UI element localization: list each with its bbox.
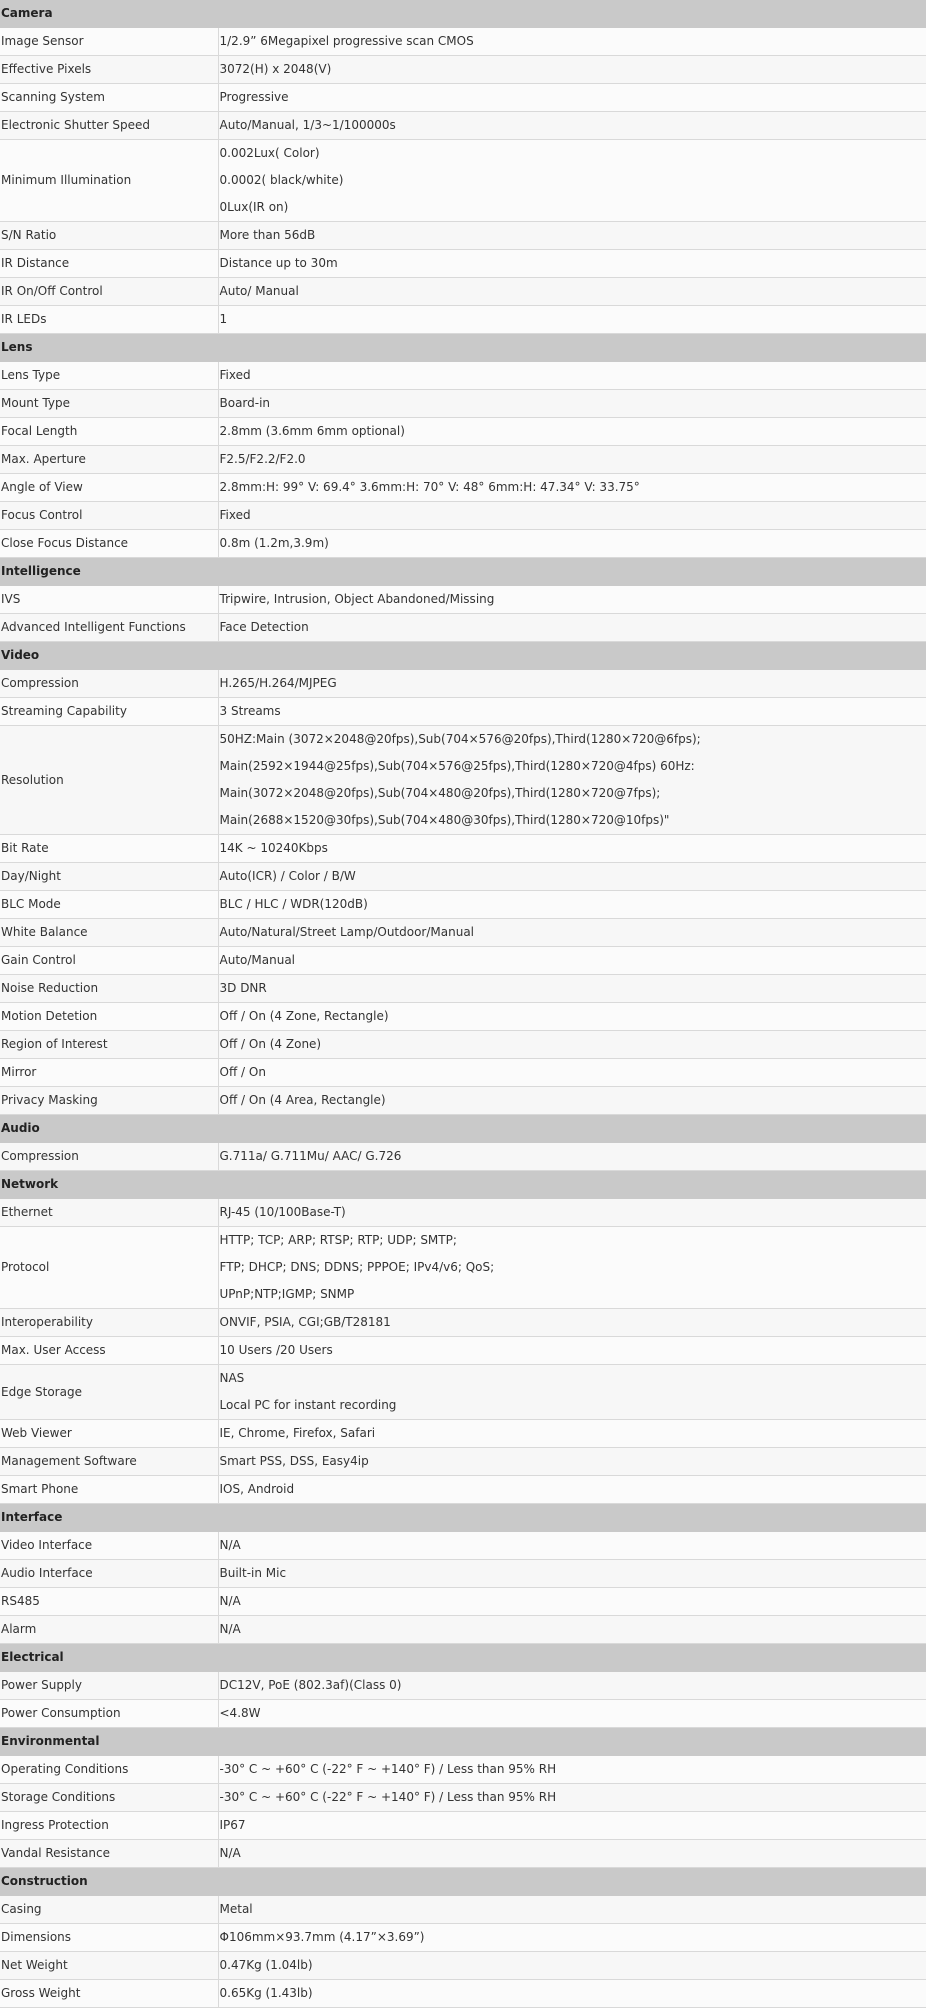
- spec-label: S/N Ratio: [0, 222, 218, 250]
- spec-value-line: IOS, Android: [220, 1476, 926, 1503]
- spec-row: [0, 474, 926, 502]
- spec-value-line: 1/2.9” 6Megapixel progressive scan CMOS: [220, 28, 926, 55]
- spec-label: Web Viewer: [0, 1420, 218, 1448]
- spec-row: [0, 446, 926, 474]
- spec-row: [0, 222, 926, 250]
- section-title: Video: [0, 642, 926, 670]
- spec-label: Ingress Protection: [0, 1812, 218, 1840]
- spec-value-line: 0.002Lux( Color): [220, 140, 926, 167]
- spec-value: [218, 670, 926, 698]
- spec-value-line: Metal: [220, 1896, 926, 1923]
- spec-value-line: More than 56dB: [220, 222, 926, 249]
- spec-label: Advanced Intelligent Functions: [0, 614, 218, 642]
- spec-value-line: HTTP; TCP; ARP; RTSP; RTP; UDP; SMTP;: [220, 1227, 926, 1254]
- spec-value: [218, 1031, 926, 1059]
- spec-row: [0, 84, 926, 112]
- spec-label: Mount Type: [0, 390, 218, 418]
- section-header-construction: [0, 1868, 926, 1896]
- section-title: Camera: [0, 0, 926, 28]
- spec-row: [0, 306, 926, 334]
- spec-value: [218, 1309, 926, 1337]
- spec-value-line: IP67: [220, 1812, 926, 1839]
- spec-label: Video Interface: [0, 1532, 218, 1560]
- spec-label: Smart Phone: [0, 1476, 218, 1504]
- spec-row: [0, 1924, 926, 1952]
- spec-row: [0, 278, 926, 306]
- spec-label: Protocol: [0, 1227, 218, 1309]
- spec-value-line: 0.8m (1.2m,3.9m): [220, 530, 926, 557]
- spec-value: [218, 1003, 926, 1031]
- spec-value-line: FTP; DHCP; DNS; DDNS; PPPOE; IPv4/v6; QoS;: [220, 1254, 926, 1281]
- spec-value-line: 0.0002( black/white): [220, 167, 926, 194]
- spec-label: Effective Pixels: [0, 56, 218, 84]
- spec-value-line: 3072(H) x 2048(V): [220, 56, 926, 83]
- spec-value-line: Auto/ Manual: [220, 278, 926, 305]
- section-header-interface: [0, 1504, 926, 1532]
- spec-label: Net Weight: [0, 1952, 218, 1980]
- spec-row: [0, 1227, 926, 1309]
- spec-value-line: Off / On (4 Zone): [220, 1031, 926, 1058]
- spec-row: [0, 56, 926, 84]
- spec-row: [0, 1420, 926, 1448]
- spec-row: [0, 586, 926, 614]
- spec-row: [0, 1199, 926, 1227]
- spec-label: Day/Night: [0, 863, 218, 891]
- spec-value: [218, 835, 926, 863]
- spec-value: [218, 863, 926, 891]
- spec-value-line: 0.47Kg (1.04lb): [220, 1952, 926, 1979]
- spec-row: [0, 140, 926, 222]
- spec-value: [218, 362, 926, 390]
- spec-value: [218, 390, 926, 418]
- spec-value: [218, 1420, 926, 1448]
- spec-value-line: RJ-45 (10/100Base-T): [220, 1199, 926, 1226]
- spec-row: [0, 112, 926, 140]
- section-header-intelligence: [0, 558, 926, 586]
- spec-value-line: 50HZ:Main (3072×2048@20fps),Sub(704×576@20fps),Third(1280×720@6fps);: [220, 726, 926, 753]
- spec-value-line: Auto(ICR) / Color / B/W: [220, 863, 926, 890]
- spec-row: [0, 1980, 926, 2008]
- spec-row: [0, 919, 926, 947]
- spec-label: Storage Conditions: [0, 1784, 218, 1812]
- spec-row: [0, 1448, 926, 1476]
- spec-value-line: N/A: [220, 1588, 926, 1615]
- spec-label: Focal Length: [0, 418, 218, 446]
- section-header-lens: [0, 334, 926, 362]
- spec-value: [218, 140, 926, 222]
- spec-label: Close Focus Distance: [0, 530, 218, 558]
- spec-label: IR On/Off Control: [0, 278, 218, 306]
- spec-value: [218, 1840, 926, 1868]
- spec-value: [218, 1143, 926, 1171]
- spec-label: Edge Storage: [0, 1365, 218, 1420]
- spec-value: [218, 891, 926, 919]
- spec-label: IR LEDs: [0, 306, 218, 334]
- spec-row: [0, 1031, 926, 1059]
- spec-label: Motion Detetion: [0, 1003, 218, 1031]
- spec-value-line: Tripwire, Intrusion, Object Abandoned/Missing: [220, 586, 926, 613]
- spec-value-line: Board-in: [220, 390, 926, 417]
- spec-value-line: Fixed: [220, 362, 926, 389]
- spec-row: [0, 1840, 926, 1868]
- spec-label: White Balance: [0, 919, 218, 947]
- section-title: Electrical: [0, 1644, 926, 1672]
- spec-label: IVS: [0, 586, 218, 614]
- spec-value: [218, 698, 926, 726]
- spec-value-line: Smart PSS, DSS, Easy4ip: [220, 1448, 926, 1475]
- spec-value-line: Local PC for instant recording: [220, 1392, 926, 1419]
- spec-value-line: Off / On: [220, 1059, 926, 1086]
- spec-value-line: H.265/H.264/MJPEG: [220, 670, 926, 697]
- spec-value: [218, 112, 926, 140]
- spec-row: [0, 28, 926, 56]
- spec-value: [218, 1227, 926, 1309]
- spec-value: [218, 28, 926, 56]
- section-title: Interface: [0, 1504, 926, 1532]
- spec-value: [218, 278, 926, 306]
- spec-row: [0, 1784, 926, 1812]
- spec-label: Privacy Masking: [0, 1087, 218, 1115]
- spec-row: [0, 250, 926, 278]
- spec-value: [218, 474, 926, 502]
- spec-value: [218, 530, 926, 558]
- spec-label: RS485: [0, 1588, 218, 1616]
- spec-row: [0, 1087, 926, 1115]
- spec-row: [0, 975, 926, 1003]
- spec-row: [0, 1616, 926, 1644]
- spec-label: BLC Mode: [0, 891, 218, 919]
- spec-value-line: Φ106mm×93.7mm (4.17”×3.69”): [220, 1924, 926, 1951]
- spec-value-line: Face Detection: [220, 614, 926, 641]
- spec-value-line: 0Lux(IR on): [220, 194, 926, 221]
- section-header-network: [0, 1171, 926, 1199]
- spec-value: [218, 1059, 926, 1087]
- spec-value: [218, 975, 926, 1003]
- spec-row: [0, 1059, 926, 1087]
- spec-value-line: N/A: [220, 1616, 926, 1643]
- spec-value-line: Auto/Manual: [220, 947, 926, 974]
- spec-row: [0, 1588, 926, 1616]
- spec-value-line: IE, Chrome, Firefox, Safari: [220, 1420, 926, 1447]
- spec-value: [218, 1896, 926, 1924]
- spec-label: Streaming Capability: [0, 698, 218, 726]
- spec-label: Alarm: [0, 1616, 218, 1644]
- spec-value: [218, 947, 926, 975]
- spec-value-line: DC12V, PoE (802.3af)(Class 0): [220, 1672, 926, 1699]
- spec-value: [218, 1784, 926, 1812]
- spec-value-line: NAS: [220, 1365, 926, 1392]
- spec-value-line: N/A: [220, 1532, 926, 1559]
- spec-value: [218, 726, 926, 835]
- spec-label: Image Sensor: [0, 28, 218, 56]
- spec-label: Gain Control: [0, 947, 218, 975]
- spec-value: [218, 1448, 926, 1476]
- spec-row: [0, 1560, 926, 1588]
- spec-value-line: Fixed: [220, 502, 926, 529]
- spec-value: [218, 1952, 926, 1980]
- spec-value-line: 14K ~ 10240Kbps: [220, 835, 926, 862]
- spec-label: Electronic Shutter Speed: [0, 112, 218, 140]
- spec-label: Gross Weight: [0, 1980, 218, 2008]
- spec-label: Management Software: [0, 1448, 218, 1476]
- spec-value: [218, 250, 926, 278]
- spec-row: [0, 1532, 926, 1560]
- spec-value: [218, 306, 926, 334]
- spec-value-line: Distance up to 30m: [220, 250, 926, 277]
- spec-row: [0, 947, 926, 975]
- section-title: Intelligence: [0, 558, 926, 586]
- spec-label: Focus Control: [0, 502, 218, 530]
- spec-label: Operating Conditions: [0, 1756, 218, 1784]
- spec-label: Ethernet: [0, 1199, 218, 1227]
- spec-value-line: N/A: [220, 1840, 926, 1867]
- spec-row: [0, 1309, 926, 1337]
- spec-label: Power Supply: [0, 1672, 218, 1700]
- spec-row: [0, 1337, 926, 1365]
- spec-value: [218, 1980, 926, 2008]
- spec-row: [0, 1756, 926, 1784]
- section-header-camera: [0, 0, 926, 28]
- spec-label: Minimum Illumination: [0, 140, 218, 222]
- spec-label: Mirror: [0, 1059, 218, 1087]
- spec-label: Interoperability: [0, 1309, 218, 1337]
- spec-value: [218, 1588, 926, 1616]
- spec-value-line: UPnP;NTP;IGMP; SNMP: [220, 1281, 926, 1308]
- spec-label: IR Distance: [0, 250, 218, 278]
- section-header-environmental: [0, 1728, 926, 1756]
- section-header-electrical: [0, 1644, 926, 1672]
- spec-row: [0, 891, 926, 919]
- spec-label: Power Consumption: [0, 1700, 218, 1728]
- spec-value-line: 0.65Kg (1.43lb): [220, 1980, 926, 2007]
- spec-row: [0, 698, 926, 726]
- spec-value-line: G.711a/ G.711Mu/ AAC/ G.726: [220, 1143, 926, 1170]
- spec-label: Scanning System: [0, 84, 218, 112]
- spec-value: [218, 1756, 926, 1784]
- spec-value: [218, 614, 926, 642]
- section-title: Network: [0, 1171, 926, 1199]
- spec-value-line: -30° C ~ +60° C (-22° F ~ +140° F) / Less than 95% RH: [220, 1756, 926, 1783]
- spec-value: [218, 1365, 926, 1420]
- spec-value-line: Built-in Mic: [220, 1560, 926, 1587]
- spec-row: [0, 1365, 926, 1420]
- section-header-audio: [0, 1115, 926, 1143]
- spec-value: [218, 502, 926, 530]
- spec-row: [0, 1003, 926, 1031]
- spec-label: Dimensions: [0, 1924, 218, 1952]
- section-title: Environmental: [0, 1728, 926, 1756]
- spec-value: [218, 84, 926, 112]
- spec-value-line: 2.8mm (3.6mm 6mm optional): [220, 418, 926, 445]
- spec-label: Noise Reduction: [0, 975, 218, 1003]
- spec-value-line: ONVIF, PSIA, CGI;GB/T28181: [220, 1309, 926, 1336]
- spec-value: [218, 1924, 926, 1952]
- spec-row: [0, 726, 926, 835]
- spec-row: [0, 1896, 926, 1924]
- spec-value: [218, 1087, 926, 1115]
- spec-value-line: Off / On (4 Zone, Rectangle): [220, 1003, 926, 1030]
- spec-value-line: BLC / HLC / WDR(120dB): [220, 891, 926, 918]
- spec-value-line: 1: [220, 306, 926, 333]
- spec-value-line: 2.8mm:H: 99° V: 69.4° 3.6mm:H: 70° V: 48° 6mm:H: 47.34° V: 33.75°: [220, 474, 926, 501]
- spec-value: [218, 1672, 926, 1700]
- spec-value-line: Auto/Manual, 1/3~1/100000s: [220, 112, 926, 139]
- section-header-video: [0, 642, 926, 670]
- spec-label: Audio Interface: [0, 1560, 218, 1588]
- section-title: Construction: [0, 1868, 926, 1896]
- spec-row: [0, 530, 926, 558]
- spec-label: Compression: [0, 670, 218, 698]
- spec-value: [218, 418, 926, 446]
- spec-row: [0, 835, 926, 863]
- spec-label: Lens Type: [0, 362, 218, 390]
- spec-value: [218, 1532, 926, 1560]
- spec-label: Max. User Access: [0, 1337, 218, 1365]
- spec-value: [218, 1476, 926, 1504]
- spec-value-line: 3D DNR: [220, 975, 926, 1002]
- spec-value-line: Progressive: [220, 84, 926, 111]
- section-title: Audio: [0, 1115, 926, 1143]
- spec-value-line: Main(3072×2048@20fps),Sub(704×480@20fps),Third(1280×720@7fps);: [220, 780, 926, 807]
- spec-value: [218, 1700, 926, 1728]
- spec-row: [0, 1700, 926, 1728]
- spec-row: [0, 502, 926, 530]
- spec-value-line: Main(2592×1944@25fps),Sub(704×576@25fps),Third(1280×720@4fps) 60Hz:: [220, 753, 926, 780]
- spec-value: [218, 1812, 926, 1840]
- spec-value-line: Auto/Natural/Street Lamp/Outdoor/Manual: [220, 919, 926, 946]
- spec-value: [218, 1616, 926, 1644]
- spec-label: Compression: [0, 1143, 218, 1171]
- spec-label: Angle of View: [0, 474, 218, 502]
- spec-row: [0, 863, 926, 891]
- spec-label: Bit Rate: [0, 835, 218, 863]
- spec-value: [218, 1560, 926, 1588]
- spec-row: [0, 670, 926, 698]
- spec-value-line: F2.5/F2.2/F2.0: [220, 446, 926, 473]
- spec-value-line: <4.8W: [220, 1700, 926, 1727]
- spec-row: [0, 1952, 926, 1980]
- spec-row: [0, 390, 926, 418]
- spec-row: [0, 614, 926, 642]
- spec-row: [0, 418, 926, 446]
- spec-value: [218, 222, 926, 250]
- spec-value: [218, 919, 926, 947]
- spec-value-line: -30° C ~ +60° C (-22° F ~ +140° F) / Less than 95% RH: [220, 1784, 926, 1811]
- spec-value: [218, 1199, 926, 1227]
- spec-value: [218, 56, 926, 84]
- spec-value: [218, 1337, 926, 1365]
- spec-label: Casing: [0, 1896, 218, 1924]
- spec-value-line: 10 Users /20 Users: [220, 1337, 926, 1364]
- spec-value-line: Off / On (4 Area, Rectangle): [220, 1087, 926, 1114]
- spec-row: [0, 1672, 926, 1700]
- spec-row: [0, 362, 926, 390]
- spec-value-line: Main(2688×1520@30fps),Sub(704×480@30fps),Third(1280×720@10fps)": [220, 807, 926, 834]
- spec-label: Vandal Resistance: [0, 1840, 218, 1868]
- spec-row: [0, 1476, 926, 1504]
- spec-row: [0, 1812, 926, 1840]
- spec-label: Resolution: [0, 726, 218, 835]
- spec-value: [218, 586, 926, 614]
- spec-label: Max. Aperture: [0, 446, 218, 474]
- spec-value-line: 3 Streams: [220, 698, 926, 725]
- spec-row: [0, 1143, 926, 1171]
- section-title: Lens: [0, 334, 926, 362]
- spec-label: Region of Interest: [0, 1031, 218, 1059]
- spec-value: [218, 446, 926, 474]
